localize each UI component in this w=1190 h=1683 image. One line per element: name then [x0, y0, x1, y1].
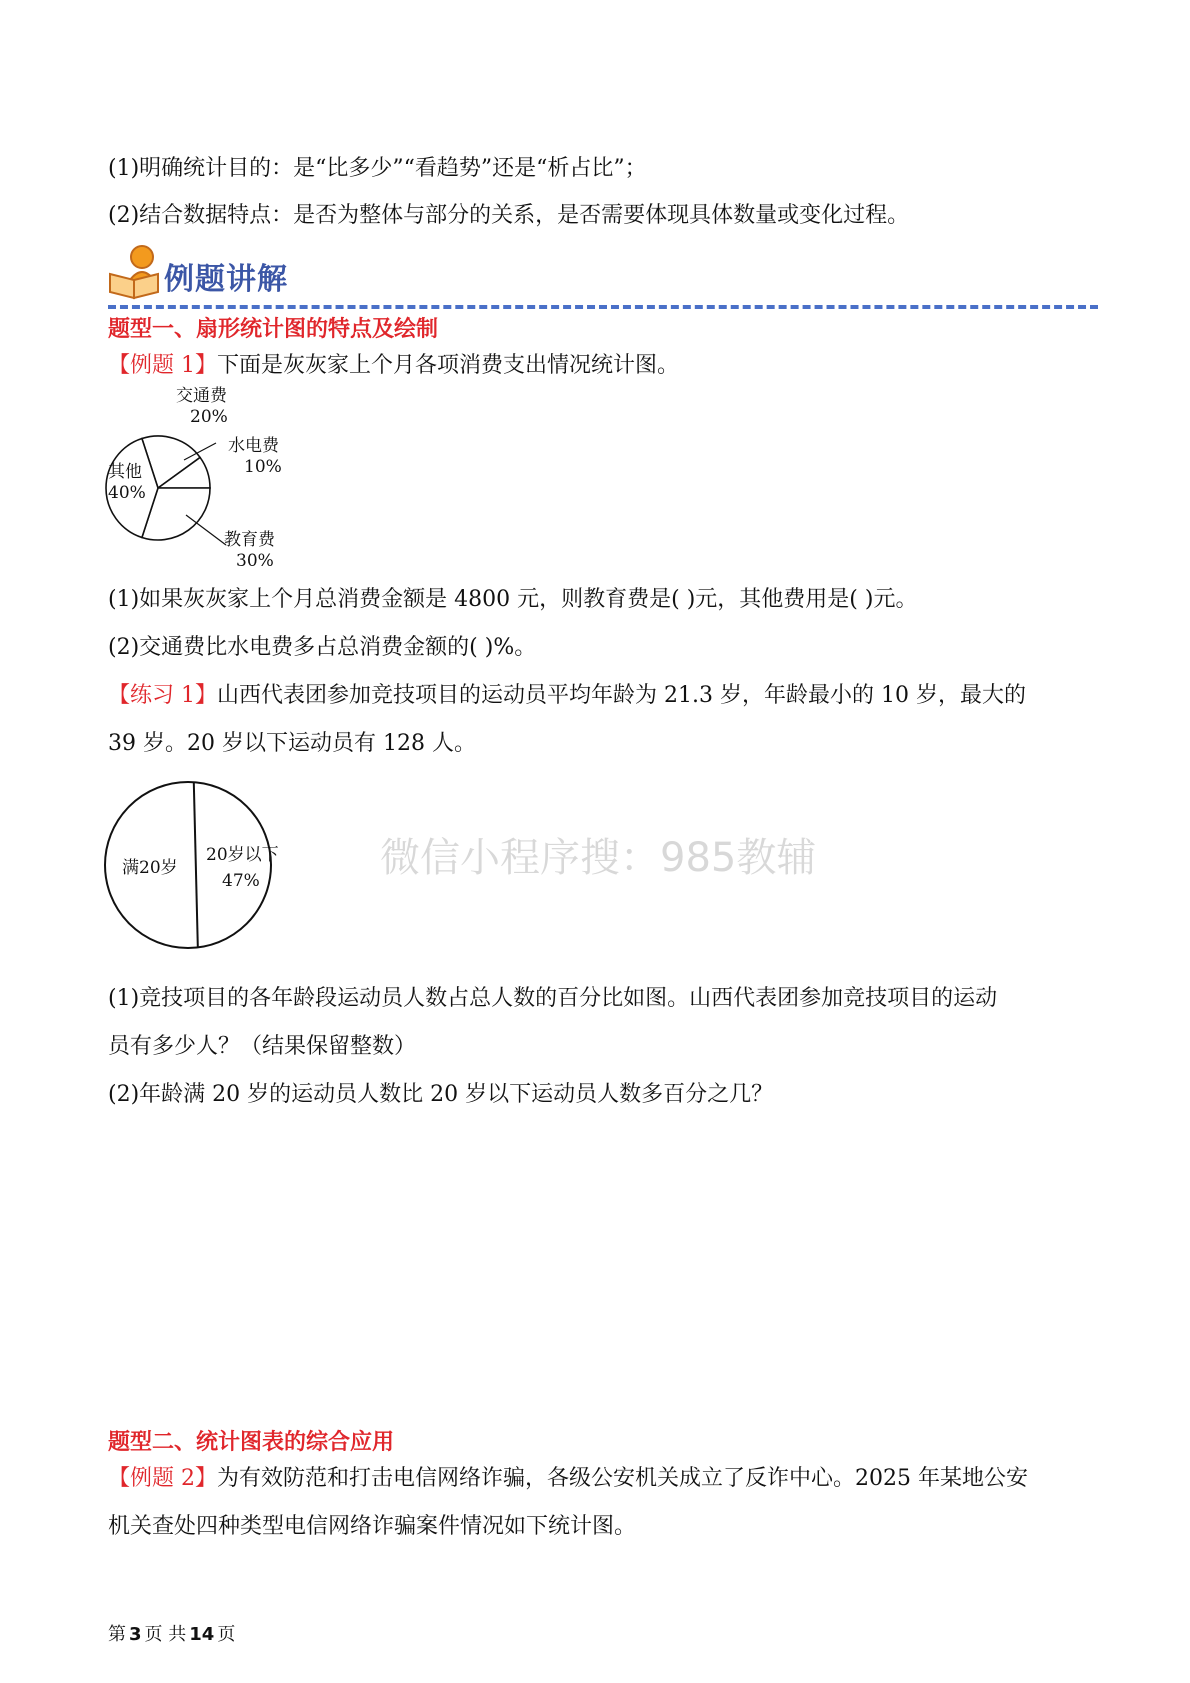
example2-line-1 — [108, 1464, 1028, 1494]
example1-line — [108, 351, 679, 381]
pie1-leader-education — [186, 515, 226, 545]
practice1-question-2: (2)年龄满 20 岁的运动员人数比 20 岁以下运动员人数多百分之几？ — [108, 1082, 774, 1107]
expense-pie-chart — [104, 385, 304, 575]
intro-line-1: (1)明确统计目的：是“比多少”“看趋势”还是“析占比”； — [108, 156, 647, 181]
example2-line-2: 机关查处四种类型电信网络诈骗案件情况如下统计图。 — [108, 1514, 637, 1539]
section2-heading: 题型二、统计图表的综合应用 — [108, 1430, 395, 1455]
pie2-label-over20: 满20岁 — [122, 858, 178, 878]
footer-middle: 页 共 — [144, 1624, 187, 1645]
example1-question-2: (2)交通费比水电费多占总消费金额的( )%。 — [108, 635, 537, 660]
footer-total-pages: 14 — [189, 1624, 215, 1645]
pie1-label-transport: 交通费 — [176, 386, 227, 406]
practice1-line-2: 39 岁。20 岁以下运动员有 128 人。 — [108, 731, 476, 756]
example1-text: 下面是灰灰家上个月各项消费支出情况统计图。 — [217, 353, 680, 378]
footer-suffix: 页 — [217, 1624, 236, 1645]
pie1-value-transport: 20% — [190, 407, 228, 427]
footer-page-number: 3 — [129, 1624, 142, 1645]
pie1-label-utilities: 水电费 — [228, 436, 279, 456]
reading-person-icon — [106, 244, 164, 300]
pie1-label-education: 教育费 — [224, 530, 275, 550]
practice1-question-1a: (1)竞技项目的各年龄段运动员人数占总人数的百分比如图。山西代表团参加竞技项目的运动 — [108, 986, 998, 1011]
footer-prefix: 第 — [108, 1624, 126, 1645]
pie2-label-under20: 20岁以下 — [206, 845, 279, 865]
banner-title: 例题讲解 — [164, 262, 288, 297]
practice1-tag: 【练习 1】 — [108, 683, 217, 708]
page-footer — [108, 1620, 235, 1646]
example1-question-1: (1)如果灰灰家上个月总消费金额是 4800 元，则教育费是( )元，其他费用是( )元。 — [108, 587, 918, 612]
watermark: 微信小程序搜：985教辅 — [380, 835, 817, 881]
age-pie-chart — [104, 770, 304, 960]
pie1-value-other: 40% — [108, 483, 146, 503]
example2-tag: 【例题 2】 — [108, 1466, 217, 1491]
practice1-question-1b: 员有多少人？（结果保留整数） — [108, 1034, 417, 1059]
intro-line-2: (2)结合数据特点：是否为整体与部分的关系，是否需要体现具体数量或变化过程。 — [108, 203, 910, 228]
section1-heading: 题型一、扇形统计图的特点及绘制 — [108, 317, 439, 342]
pie1-label-other: 其他 — [108, 462, 142, 482]
practice1-text-a: 山西代表团参加竞技项目的运动员平均年龄为 21.3 岁，年龄最小的 10 岁，最大的 — [217, 683, 1026, 708]
section-divider — [108, 305, 1098, 309]
pie1-value-education: 30% — [236, 551, 274, 571]
practice1-line-1 — [108, 681, 1026, 711]
example1-tag: 【例题 1】 — [108, 353, 217, 378]
pie1-value-utilities: 10% — [244, 457, 282, 477]
pie2-value-under20: 47% — [222, 871, 260, 891]
example2-text-a: 为有效防范和打击电信网络诈骗，各级公安机关成立了反诈中心。2025 年某地公安 — [217, 1466, 1028, 1491]
